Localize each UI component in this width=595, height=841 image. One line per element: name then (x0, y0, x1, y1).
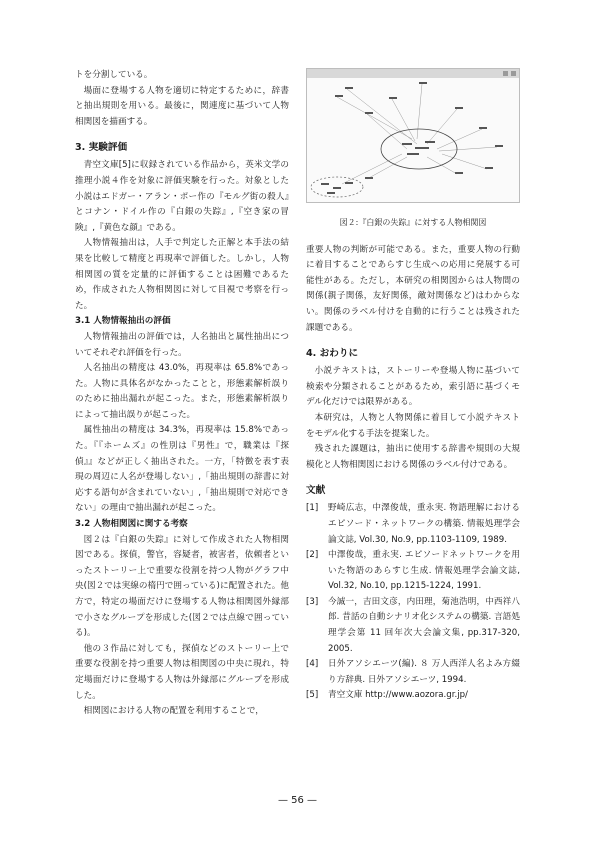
paragraph-10: 重要人物の判断が可能である。また，重要人物の行動に着目することであらすじ生成への応用に発展する可能性がある。ただし，本研究の相関図からは人物間の関係(親子関係，友好関係，敵対関係など)はわからない。関係のラベル付けを自動的に行うことは残された課題である。 (306, 244, 520, 333)
paragraph-4: 人物情報抽出の評価では，人名抽出と属性抽出についてそれぞれ評価を行った。 (75, 331, 289, 358)
reference-item (306, 657, 520, 688)
reference-text: 中澤俊哉，重永実. エピソードネットワークを用いた物語のあらすじ生成. 情報処理学会論文誌, Vol.32, No.10, pp.1215-1224, 1991. (328, 550, 520, 592)
reference-number: [3] (306, 596, 319, 607)
reference-text: 野崎広志，中澤俊哉，重永実. 物語理解におけるエピソード・ネットワークの構築. 情報処理学会論文誌, Vol.30, No.9, pp.1103-1109, 1989. (328, 503, 520, 545)
right-column (306, 68, 520, 704)
reference-item (306, 501, 520, 548)
paragraph-9: 相関図における人物の配置を利用することで， (83, 706, 264, 717)
paragraph-12: 本研究は，人物と人物関係に着目して小説テキストをモデル化する手法を提案した。 (306, 412, 520, 439)
relationship-diagram-image (306, 68, 520, 203)
reference-number: [1] (306, 503, 319, 514)
references-heading: 文献 (306, 485, 326, 497)
reference-item (306, 595, 520, 657)
reference-item (306, 548, 520, 595)
section-3-1-heading: 3.1 人物情報抽出の評価 (75, 316, 171, 327)
paragraph-13: 残された課題は，抽出に使用する辞書や規則の大規模化と人物相関図における関係のラベル付けである。 (306, 444, 520, 470)
paragraph-11: 小説テキストは，ストーリーや登場人物に基づいて検索や分類されることがあるため，索引語に基づくモデル化だけでは限界がある。 (306, 366, 520, 408)
page-number: — 56 — (277, 795, 318, 806)
window-titlebar (307, 69, 519, 78)
left-column (75, 68, 289, 720)
reference-number: [2] (306, 550, 319, 561)
reference-text: 今誠一，吉田文彦，内田理，菊池浩明，中西祥八郎. 昔話の自動シナリオ化システムの構築. 言語処理学会第 11 回年次大会論文集, pp.317-320, 2005. (328, 596, 520, 654)
relationship-diagram-svg (307, 69, 519, 202)
paragraph-6: 属性抽出の精度は 34.3%，再現率は 15.8%であった。『『ホームズ』の性別は『男性』で，職業は『探偵』』などが正しく抽出された。一方，「特徴を表す表現の周辺に人名が登場しない」,「抽出規則の辞書に対応する語句が含まれていない」,「抽出規則で対応できない」の理由で抽出漏れが起こった。 (75, 425, 289, 514)
reference-text: 日外アソシエーツ(編). ８ 万人西洋人名よみ方綴り方辞典. 日外アソシエーツ, 1994. (328, 659, 520, 685)
window-button-icon (503, 71, 508, 76)
paragraph-8: 他の３作品に対しても，探偵などのストーリー上で重要な役割を持つ重要人物は相関図の中央に現れ，特定場面だけに登場する人物は外縁部にグループを形成した。 (75, 643, 289, 701)
paragraph-2: 青空文庫[5]に収録されている作品から，英米文学の推理小説４作を対象に評価実験を行った。対象とした小説はエドガー・アラン・ポー作の『モルグ街の殺人』とコナン・ドイル作の『白銀の失踪』,『空き家の冒険』,『黄色な顔』である。 (75, 160, 289, 233)
graph-nodes (321, 82, 503, 194)
figure-caption: 図２:『白銀の失踪』に対する人物相関図 (339, 218, 487, 227)
reference-number: [5] (306, 690, 319, 701)
reference-item (306, 688, 520, 704)
paragraph-5: 人名抽出の精度は 43.0%，再現率は 65.8%であった。人物に具体名がなかったことと，形態素解析誤りのために抽出漏れが起こった。また，形態素解析誤りによって抽出誤りが起こった。 (75, 363, 289, 420)
paragraph-7: 図２は『白銀の失踪』に対して作成された人物相関図である。探偵，警官，容疑者，被害者，依頼者といったストーリー上で重要な役割を持つ人物がグラフ中央(図２では実線の楕円で囲っている)に配置された。他方で，特定の場面だけに登場する人物は相関図外縁部で小さなグループを形成した(図２では点線で囲っている)。 (75, 534, 289, 639)
paragraph-1: 場面に登場する人物を適切に特定するために，辞書と抽出規則を用いる。最後に，関連度に基づいて人物相関図を描画する。 (75, 85, 289, 127)
section-3-heading: 3. 実験評価 (75, 142, 128, 154)
window-close-icon (511, 71, 516, 76)
reference-number: [4] (306, 659, 319, 670)
figure-2 (306, 68, 520, 231)
section-4-heading: 4. おわりに (306, 348, 359, 360)
section-3-2-heading: 3.2 人物相関図に関する考察 (75, 519, 188, 530)
paragraph-3: 人物情報抽出は，人手で判定した正解と本手法の結果を比較して精度と再現率で評価した。しかし，人物相関図の質を定量的に評価することは困難であるため，作成された人物相関図に対して目視で考察を行った。 (75, 238, 289, 311)
paragraph-0: トを分割している。 (75, 70, 153, 80)
reference-text: 青空文庫 http://www.aozora.gr.jp/ (328, 690, 468, 701)
